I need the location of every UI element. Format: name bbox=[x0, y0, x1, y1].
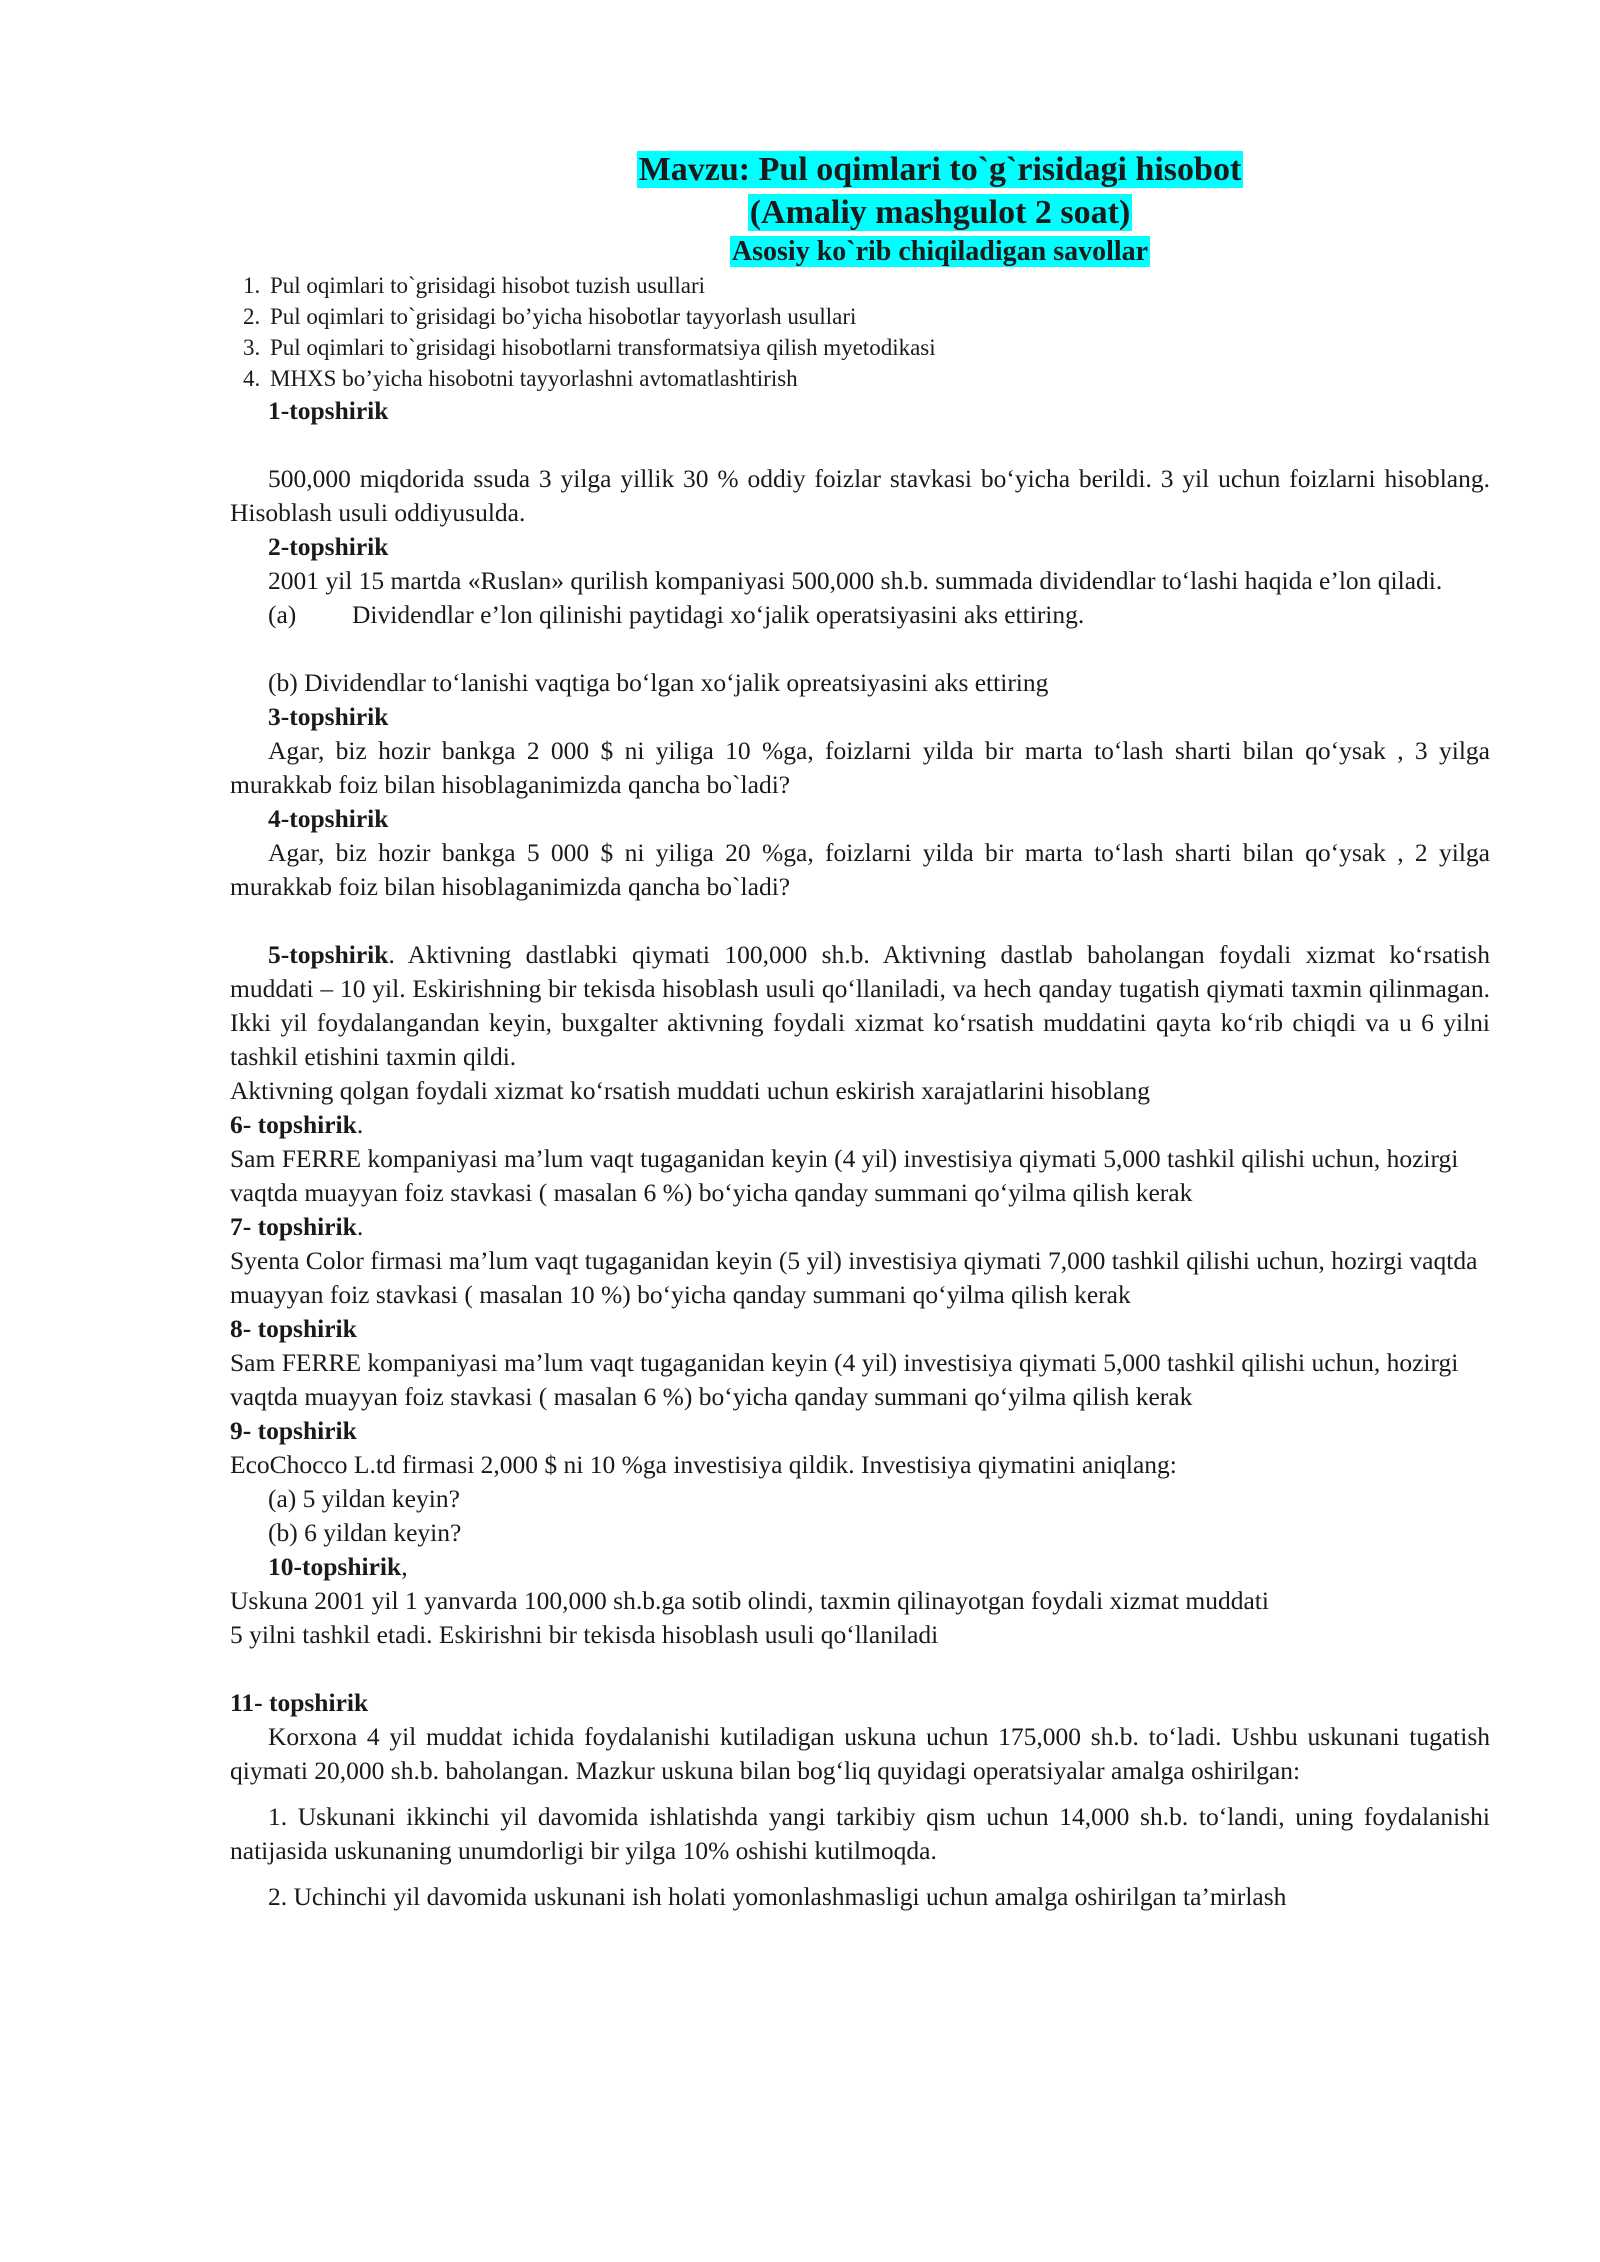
task-11-item-2: 2. Uchinchi yil davomida uskunani ish holati yomonlashmasligi uchun amalga oshirilgan ta’mirlash bbox=[268, 1882, 1287, 1911]
task-5-text: 5-topshirik. Aktivning dastlabki qiymati 100,000 sh.b. Aktivning dastlab baholangan foydali xizmat ko‘rsatish muddati – 10 yil. Eskirishning bir tekisda hisoblash usuli qo‘llaniladi, va hech qanday tugatish qiymati taxmin qilinmagan. Ikki yil foydalangandan keyin, buxgalter aktivning foydali xizmat ko‘rsatish muddatini qayta ko‘rib chiqdi va u 6 yilni tashkil etishini taxmin qildi. bbox=[230, 940, 1490, 1071]
doc-title: Mavzu: Pul oqimlari to`g`risidagi hisobot bbox=[638, 151, 1242, 188]
task-10-text-2: 5 yilni tashkil etadi. Eskirishni bir tekisda hisoblash usuli qo‘llaniladi bbox=[230, 1620, 939, 1649]
task-9-text: EcoChocco L.td firmasi 2,000 $ ni 10 %ga investisiya qildik. Investisiya qiymatini aniqlang: bbox=[230, 1450, 1177, 1479]
question-item: 1. Pul oqimlari to`grisidagi hisobot tuzish usullari bbox=[266, 270, 1490, 301]
task-10-text-1: Uskuna 2001 yil 1 yanvarda 100,000 sh.b.ga sotib olindi, taxmin qilinayotgan foydali xizmat muddati bbox=[230, 1586, 1269, 1615]
task-9-item-a: (a) 5 yildan keyin? bbox=[268, 1484, 460, 1513]
question-item: 4. MHXS bo’yicha hisobotni tayyorlashni avtomatlashtirish bbox=[266, 363, 1490, 394]
task-11-heading: 11- topshirik bbox=[230, 1688, 369, 1717]
questions-heading: Asosiy ko`rib chiqiladigan savollar bbox=[731, 236, 1149, 267]
title-block bbox=[390, 148, 1490, 270]
task-11-item-1: 1. Uskunani ikkinchi yil davomida ishlatishda yangi tarkibiy qism uchun 14,000 sh.b. to‘landi, uning foydalanishi natijasida uskunaning unumdorligi bir yilga 10% oshishi kutilmoqda. bbox=[230, 1802, 1490, 1865]
task-7-text: Syenta Color firmasi ma’lum vaqt tugaganidan keyin (5 yil) investisiya qiymati 7,000 tashkil qilishi uchun, hozirgi vaqtda muayyan foiz stavkasi ( masalan 10 %) bo‘yicha qanday summani qo‘yilma qilish kerak bbox=[230, 1246, 1478, 1309]
task-1-text: 500,000 miqdorida ssuda 3 yilga yillik 30 % oddiy foizlar stavkasi bo‘yicha berildi. 3 yil uchun foizlarni hisoblang. Hisoblash usuli oddiyusulda. bbox=[230, 464, 1490, 527]
task-5-heading: 5-topshirik bbox=[268, 940, 389, 969]
task-6-text: Sam FERRE kompaniyasi ma’lum vaqt tugaganidan keyin (4 yil) investisiya qiymati 5,000 tashkil qilishi uchun, hozirgi vaqtda muayyan foiz stavkasi ( masalan 6 %) bo‘yicha qanday summani qo‘yilma qilish kerak bbox=[230, 1144, 1459, 1207]
task-4-heading: 4-topshirik bbox=[268, 804, 389, 833]
task-2-item-a: (a) Dividendlar e’lon qilinishi paytidagi xo‘jalik operatsiyasini aks ettiring. bbox=[268, 600, 1085, 629]
task-3-heading: 3-topshirik bbox=[268, 702, 389, 731]
task-9-item-b: (b) 6 yildan keyin? bbox=[268, 1518, 462, 1547]
task-4-text: Agar, biz hozir bankga 5 000 $ ni yiliga 20 %ga, foizlarni yilda bir marta to‘lash sharti bilan qo‘ysak , 2 yilga murakkab foiz bilan hisoblaganimizda qancha bo`ladi? bbox=[230, 838, 1490, 901]
questions-list bbox=[230, 270, 1490, 394]
question-item: 3. Pul oqimlari to`grisidagi hisobotlarni transformatsiya qilish myetodikasi bbox=[266, 332, 1490, 363]
task-8-heading: 8- topshirik bbox=[230, 1314, 357, 1343]
task-5-text-2: Aktivning qolgan foydali xizmat ko‘rsatish muddati uchun eskirish xarajatlarini hisoblang bbox=[230, 1076, 1150, 1105]
task-6-heading: 6- topshirik. bbox=[230, 1110, 364, 1139]
doc-subtitle: (Amaliy mashgulot 2 soat) bbox=[749, 194, 1131, 231]
task-10-heading: 10-topshirik, bbox=[268, 1552, 408, 1581]
question-item: 2. Pul oqimlari to`grisidagi bo’yicha hisobotlar tayyorlash usullari bbox=[266, 301, 1490, 332]
task-2-heading: 2-topshirik bbox=[268, 532, 389, 561]
task-3-text: Agar, biz hozir bankga 2 000 $ ni yiliga 10 %ga, foizlarni yilda bir marta to‘lash sharti bilan qo‘ysak , 3 yilga murakkab foiz bilan hisoblaganimizda qancha bo`ladi? bbox=[230, 736, 1490, 799]
task-1-heading: 1-topshirik bbox=[268, 396, 389, 425]
task-2-text: 2001 yil 15 martda «Ruslan» qurilish kompaniyasi 500,000 sh.b. summada dividendlar to‘lashi haqida e’lon qiladi. bbox=[268, 566, 1443, 595]
task-8-text: Sam FERRE kompaniyasi ma’lum vaqt tugaganidan keyin (4 yil) investisiya qiymati 5,000 tashkil qilishi uchun, hozirgi vaqtda muayyan foiz stavkasi ( masalan 6 %) bo‘yicha qanday summani qo‘yilma qilish kerak bbox=[230, 1348, 1459, 1411]
task-11-text: Korxona 4 yil muddat ichida foydalanishi kutiladigan uskuna uchun 175,000 sh.b. to‘ladi. Ushbu uskunani tugatish qiymati 20,000 sh.b. baholangan. Mazkur uskuna bilan bog‘liq quyidagi operatsiyalar amalga oshirilgan: bbox=[230, 1722, 1490, 1785]
document-page bbox=[230, 148, 1490, 1914]
task-9-heading: 9- topshirik bbox=[230, 1416, 357, 1445]
task-2-item-b: (b) Dividendlar to‘lanishi vaqtiga bo‘lgan xo‘jalik opreatsiyasini aks ettiring bbox=[268, 668, 1049, 697]
task-7-heading: 7- topshirik. bbox=[230, 1212, 364, 1241]
